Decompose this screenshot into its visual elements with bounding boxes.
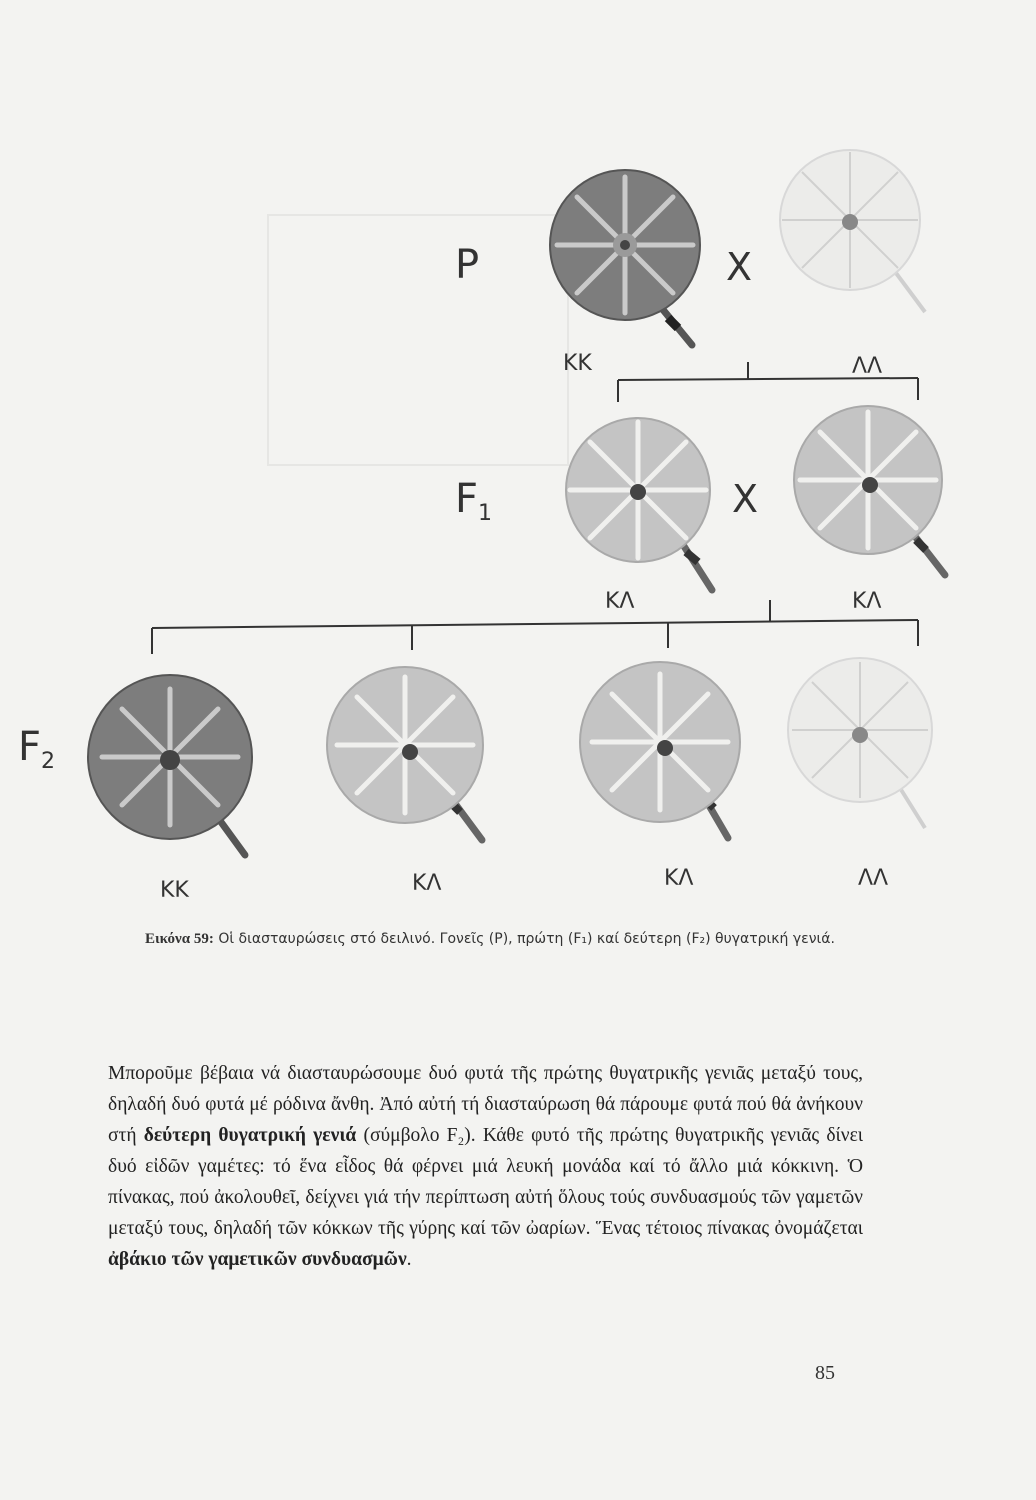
genotype-f2-3: ΚΛ [664,866,694,891]
flower-pink-f1-right [794,406,945,575]
f2-label: $F_2$ [18,724,56,774]
genotype-f2-2: ΚΛ [412,871,442,896]
faint-frame [268,215,568,465]
term-second-generation: δεύτερη θυγατρική γενιά [143,1125,357,1146]
genotype-p-left: KK [563,351,592,376]
body-paragraph [108,1058,863,1275]
flower-red-p [550,170,700,345]
genotype-f1-left: ΚΛ [605,589,635,614]
genotype-f2-4: ΛΛ [858,866,889,891]
page-number: 85 [815,1362,835,1384]
flower-red-f2 [88,675,252,855]
f1-label: $F_1$ [455,476,493,526]
figure-caption [145,928,875,950]
term-gamete-table: ἀβάκιο τῶν γαμετικῶν συνδυασμῶν [108,1249,407,1270]
genotype-f1-right: ΚΛ [852,589,882,614]
f1-cross-sign: X [732,477,759,521]
paragraph-part-2: (σύμβολο F₂). Κάθε φυτό τῆς πρώτης θυγατρικῆς γενιᾶς δίνει δυό εἰδῶν γαμέτες: τό ἕνα εἶδος θά φέρνει μιά λευκή μονάδα καί τό ἄλλο μιά κόκκινη. Ὁ πίνακας, πού ἀκολουθεῖ, δείχνει γιά τήν περίπτωση αὐτή ὅλους τούς συνδυασμούς τῶν γαμετῶν μεταξύ τους, δηλαδή τῶν κόκκων τῆς γύρης καί τῶν ὠαρίων. Ἕνας τέτοιος πίνακας ὀνομάζεται [108,1125,864,1239]
caption-label: Εικόνα 59: [145,931,214,947]
paragraph-part-3: . [406,1249,412,1270]
flower-pink-f2-1 [327,667,483,840]
p-label: P [455,242,480,288]
flower-white-f2 [788,658,932,828]
genotype-f2-1: ΚΚ [160,878,189,903]
genotype-p-right: ΛΛ [852,354,883,379]
flower-pink-f2-2 [580,662,740,838]
flower-pink-f1-left [566,418,712,590]
caption-text: Οἱ διασταυρώσεις στό δειλινό. Γονεῖς (P), πρώτη (F₁) καί δεύτερη (F₂) θυγατρική γενιά. [218,931,835,947]
p-cross-sign: X [726,245,753,289]
bracket-f1-f2 [152,600,918,654]
flower-white-p [780,150,925,312]
paragraph-part-1: Μποροῦμε βέβαια νά διασταυρώσουμε δυό φυτά τῆς πρώτης θυγατρικῆς γενιᾶς μεταξύ τους, δηλαδή δυό φυτά μέ ρόδινα ἄνθη. Ἀπό αὐτή τή διασταύρωση θά πάρουμε φυτά πού θά ἀνήκουν στή [108,1063,863,1146]
